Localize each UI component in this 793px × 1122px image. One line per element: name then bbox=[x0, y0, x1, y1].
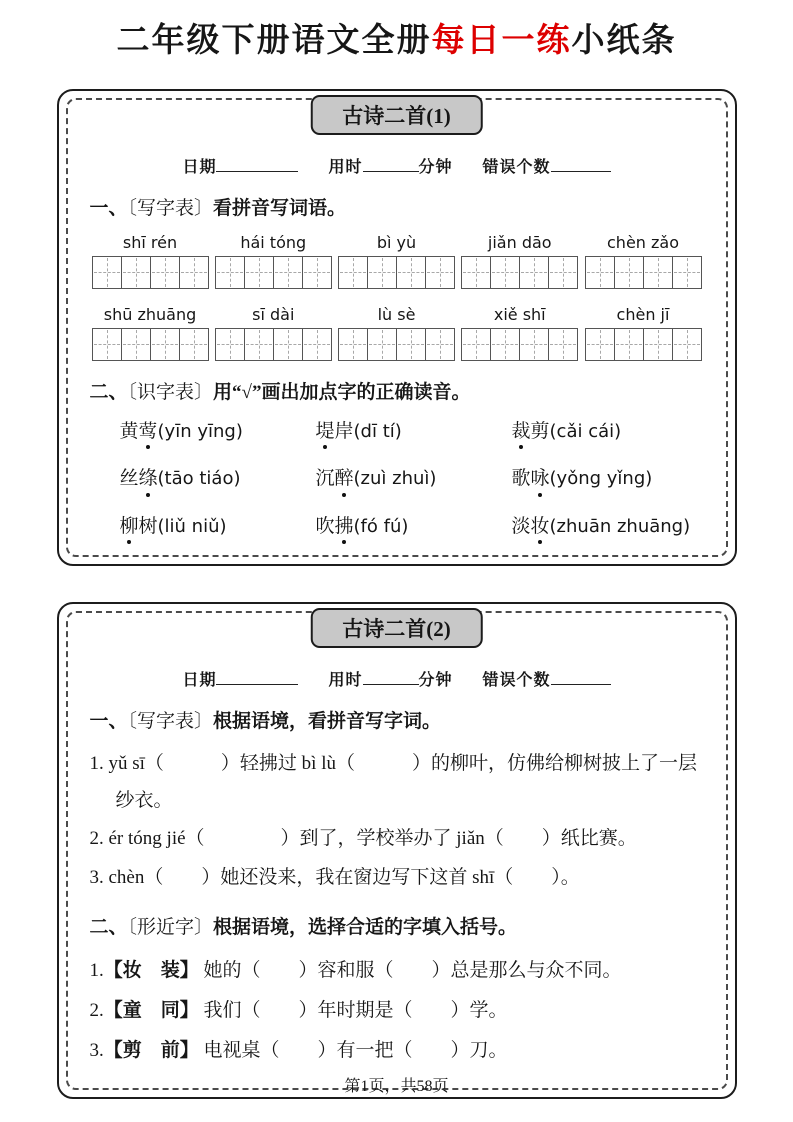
card2-section2-heading bbox=[90, 916, 704, 940]
grid-cell bbox=[302, 256, 332, 289]
card1-section2-heading bbox=[90, 381, 704, 405]
card1-body bbox=[66, 98, 728, 557]
pinyin-word-block bbox=[92, 305, 209, 361]
section-number: 一、 bbox=[89, 198, 128, 219]
dotted-char: 裁 bbox=[512, 419, 531, 445]
minutes-label: 分钟 bbox=[418, 159, 453, 176]
section-tag: 〔识字表〕 bbox=[127, 381, 214, 403]
pinyin-word-block bbox=[338, 233, 455, 289]
pinyin-options: (cǎi cái) bbox=[549, 420, 622, 442]
word-before: 沉 bbox=[315, 468, 335, 490]
grid-cell bbox=[92, 328, 122, 361]
pinyin-label: lù sè bbox=[377, 304, 416, 324]
section-instruction: 看拼音写词语。 bbox=[213, 198, 347, 219]
dotted-char: 莺 bbox=[139, 419, 158, 445]
grid-cell bbox=[150, 256, 180, 289]
writing-grid bbox=[338, 328, 455, 361]
page-title-part2: 小纸条 bbox=[571, 23, 677, 59]
pinyin-label: jiǎn dāo bbox=[487, 232, 552, 252]
grid-cell bbox=[614, 256, 644, 289]
char-choice-item bbox=[90, 992, 704, 1031]
page-title-part1: 二年级下册语文全册 bbox=[116, 23, 432, 59]
writing-grid bbox=[92, 328, 209, 361]
card2-body bbox=[66, 611, 728, 1089]
char-options-bracket: 【妆 装】 bbox=[103, 959, 199, 981]
grid-cell bbox=[396, 256, 426, 289]
worksheet-card-2 bbox=[57, 602, 737, 1098]
pinyin-options: (liǔ niǔ) bbox=[157, 515, 227, 537]
grid-cell bbox=[338, 328, 368, 361]
card1-section1-heading bbox=[90, 197, 704, 221]
pronunciation-choice-item bbox=[316, 419, 512, 445]
pinyin-word-block bbox=[215, 233, 332, 289]
writing-grid bbox=[215, 328, 332, 361]
pronunciation-choice-item bbox=[120, 466, 316, 492]
char-options-bracket: 【童 同】 bbox=[103, 999, 199, 1021]
grid-cell bbox=[244, 328, 274, 361]
pinyin-word-block bbox=[461, 233, 578, 289]
card2-meta-line bbox=[90, 667, 704, 690]
word-before: 淡 bbox=[511, 515, 531, 537]
dotted-char: 醉 bbox=[335, 466, 354, 492]
minutes-label: 分钟 bbox=[418, 672, 453, 690]
pronunciation-choice-item bbox=[316, 466, 512, 492]
grid-cell bbox=[585, 328, 615, 361]
pronunciation-choices-grid bbox=[90, 419, 704, 540]
grid-cell bbox=[396, 328, 426, 361]
dotted-char: 妆 bbox=[531, 514, 550, 540]
writing-grid bbox=[585, 328, 702, 361]
pinyin-word-block bbox=[338, 305, 455, 361]
pinyin-word-block bbox=[585, 305, 702, 361]
section-tag: 〔形近字〕 bbox=[127, 917, 214, 939]
word-after: 岸 bbox=[334, 420, 354, 442]
grid-cell bbox=[585, 256, 615, 289]
grid-cell bbox=[121, 256, 151, 289]
pronunciation-choice-item bbox=[512, 514, 704, 540]
writing-grid bbox=[92, 256, 209, 289]
page-number: 第1页，共58页 bbox=[344, 1078, 449, 1095]
errors-blank bbox=[551, 157, 611, 172]
grid-cell bbox=[215, 256, 245, 289]
dotted-char: 绦 bbox=[139, 466, 158, 492]
dotted-char: 柳 bbox=[120, 514, 139, 540]
grid-cell bbox=[643, 256, 673, 289]
word-before: 黄 bbox=[119, 420, 139, 442]
word-before: 歌 bbox=[511, 468, 531, 490]
grid-cell bbox=[244, 256, 274, 289]
time-label: 用时 bbox=[328, 159, 363, 176]
section-instruction: 用“√”画出加点字的正确读音。 bbox=[213, 381, 471, 403]
pinyin-options: (dī tí) bbox=[353, 420, 402, 442]
card1-meta-line bbox=[90, 154, 704, 177]
grid-cell bbox=[273, 328, 303, 361]
pinyin-word-block bbox=[461, 305, 578, 361]
char-options-bracket: 【剪 前】 bbox=[103, 1039, 199, 1061]
pinyin-label: xiě shī bbox=[493, 304, 546, 324]
time-blank bbox=[363, 670, 419, 685]
char-choice-item bbox=[90, 952, 704, 991]
errors-label: 错误个数 bbox=[482, 159, 551, 176]
word-before: 吹 bbox=[315, 515, 335, 537]
date-label: 日期 bbox=[182, 672, 217, 690]
writing-grid bbox=[461, 256, 578, 289]
grid-cell bbox=[548, 328, 578, 361]
grid-cell bbox=[273, 256, 303, 289]
section-number: 二、 bbox=[89, 917, 128, 939]
card2-section1-heading bbox=[90, 710, 704, 734]
grid-cell bbox=[302, 328, 332, 361]
pronunciation-choice-item bbox=[512, 466, 704, 492]
grid-cell bbox=[519, 256, 549, 289]
grid-cell bbox=[367, 328, 397, 361]
time-blank bbox=[363, 157, 419, 172]
pinyin-row-2 bbox=[92, 305, 702, 361]
item-text: 她的（ ）容和服（ ）总是那么与众不同。 bbox=[198, 959, 622, 981]
grid-cell bbox=[425, 256, 455, 289]
grid-cell bbox=[338, 256, 368, 289]
item-text: 我们（ ）年时期是（ ）学。 bbox=[198, 999, 508, 1021]
pinyin-label: chèn jī bbox=[616, 304, 670, 324]
item-text: 电视桌（ ）有一把（ ）刀。 bbox=[198, 1039, 508, 1061]
word-after: 剪 bbox=[530, 420, 550, 442]
card2-title-badge: 古诗二首(2) bbox=[310, 608, 483, 648]
grid-cell bbox=[425, 328, 455, 361]
grid-cell bbox=[461, 256, 491, 289]
grid-cell bbox=[548, 256, 578, 289]
pronunciation-choice-item bbox=[512, 419, 704, 445]
grid-cell bbox=[490, 328, 520, 361]
writing-grid bbox=[461, 328, 578, 361]
pinyin-options: (zhuān zhuāng) bbox=[549, 515, 691, 537]
fill-in-item: 1. yǔ sī（ ）轻拂过 bì lù（ ）的柳叶，仿佛给柳树披上了一层纱衣。 bbox=[89, 753, 697, 811]
grid-cell bbox=[92, 256, 122, 289]
pinyin-label: sī dài bbox=[252, 304, 295, 324]
fill-in-item: 3. chèn（ ）她还没来，我在窗边写下这首 shī（ ）。 bbox=[89, 866, 580, 888]
pinyin-options: (fó fú) bbox=[353, 515, 409, 537]
section-number: 二、 bbox=[89, 381, 128, 403]
section-instruction: 根据语境，看拼音写字词。 bbox=[213, 711, 442, 733]
item-number: 1. bbox=[89, 959, 104, 981]
grid-cell bbox=[215, 328, 245, 361]
dotted-char: 咏 bbox=[531, 466, 550, 492]
date-label: 日期 bbox=[182, 159, 217, 176]
card1-title-badge: 古诗二首(1) bbox=[310, 95, 483, 135]
pronunciation-choice-item bbox=[120, 514, 316, 540]
word-after: 树 bbox=[138, 515, 158, 537]
writing-grid bbox=[338, 256, 455, 289]
pinyin-label: shū zhuāng bbox=[103, 304, 197, 324]
grid-cell bbox=[672, 256, 702, 289]
pinyin-label: hái tóng bbox=[240, 232, 307, 252]
grid-cell bbox=[672, 328, 702, 361]
word-before: 丝 bbox=[119, 468, 139, 490]
grid-cell bbox=[179, 328, 209, 361]
pinyin-row-1 bbox=[92, 233, 702, 289]
grid-cell bbox=[150, 328, 180, 361]
writing-grid bbox=[215, 256, 332, 289]
dotted-char: 堤 bbox=[316, 419, 335, 445]
section-tag: 〔写字表〕 bbox=[127, 711, 214, 733]
date-blank bbox=[216, 670, 298, 685]
grid-cell bbox=[490, 256, 520, 289]
pinyin-options: (yīn yīng) bbox=[157, 420, 243, 442]
section-instruction: 根据语境，选择合适的字填入括号。 bbox=[213, 917, 518, 939]
pinyin-label: chèn zǎo bbox=[607, 232, 679, 252]
dotted-char: 拂 bbox=[335, 514, 354, 540]
date-blank bbox=[216, 157, 298, 172]
item-number: 2. bbox=[89, 999, 104, 1021]
grid-cell bbox=[179, 256, 209, 289]
grid-cell bbox=[643, 328, 673, 361]
section-tag: 〔写字表〕 bbox=[127, 198, 214, 219]
pinyin-options: (yǒng yǐng) bbox=[549, 468, 653, 490]
fill-in-item: 2. ér tóng jié（ ）到了，学校举办了 jiǎn（ ）纸比赛。 bbox=[89, 828, 637, 850]
grid-cell bbox=[461, 328, 491, 361]
writing-grid bbox=[585, 256, 702, 289]
section-number: 一、 bbox=[89, 711, 128, 733]
pinyin-word-block bbox=[585, 233, 702, 289]
grid-cell bbox=[367, 256, 397, 289]
page-title-highlight: 每日一练 bbox=[431, 23, 572, 59]
page-title bbox=[0, 14, 793, 61]
time-label: 用时 bbox=[328, 672, 363, 690]
grid-cell bbox=[614, 328, 644, 361]
grid-cell bbox=[519, 328, 549, 361]
errors-label: 错误个数 bbox=[482, 672, 551, 690]
grid-cell bbox=[121, 328, 151, 361]
pinyin-label: shī rén bbox=[122, 232, 178, 252]
pinyin-options: (zuì zhuì) bbox=[353, 468, 437, 490]
errors-blank bbox=[551, 670, 611, 685]
pronunciation-choice-item bbox=[316, 514, 512, 540]
pinyin-word-block bbox=[215, 305, 332, 361]
worksheet-card-1 bbox=[57, 89, 737, 566]
pronunciation-choice-item bbox=[120, 419, 316, 445]
pinyin-word-block bbox=[92, 233, 209, 289]
item-number: 3. bbox=[89, 1039, 104, 1061]
char-choice-item bbox=[90, 1032, 704, 1071]
pinyin-label: bì yù bbox=[376, 232, 417, 252]
pinyin-options: (tāo tiáo) bbox=[157, 468, 241, 490]
